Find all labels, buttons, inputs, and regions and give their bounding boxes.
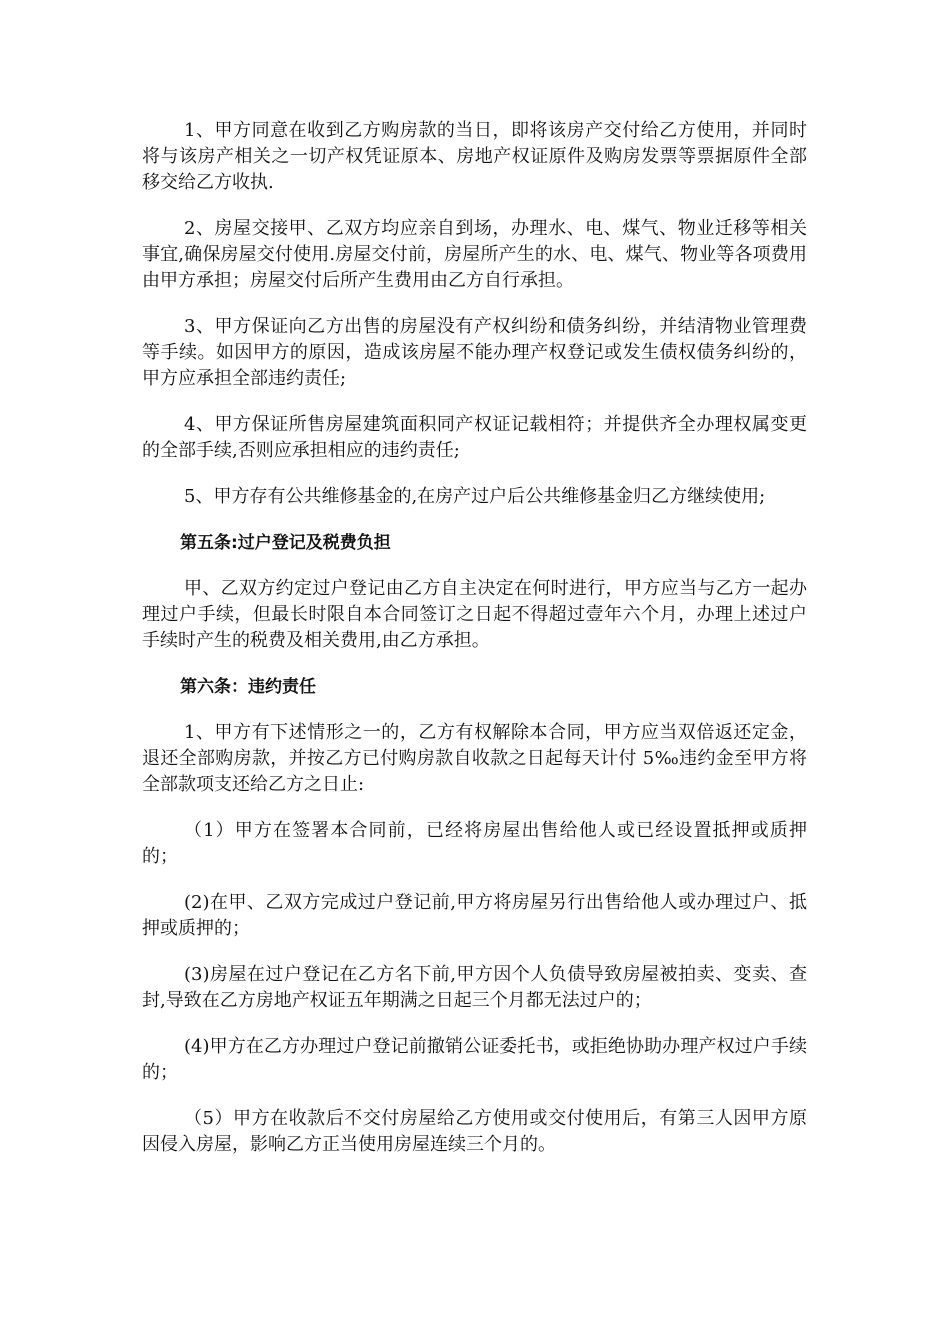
document-page (142, 118, 807, 1158)
article-6-subitem-2: (2)在甲、乙双方完成过户登记前,甲方将房屋另行出售给他人或办理过户、抵押或质押的； (142, 892, 807, 939)
clause-4-item-4: 4、甲方保证所售房屋建筑面积同产权证记载相符；并提供齐全办理权属变更的全部手续,否则应承担相应的违约责任; (142, 414, 807, 461)
clause-4-item-5: 5、甲方存有公共维修基金的,在房产过户后公共维修基金归乙方继续使用; (184, 486, 766, 507)
section-heading-article-6: 第六条：违约责任 (180, 677, 316, 697)
article-6-subitem-4: (4)甲方在乙方办理过户登记前撤销公证委托书，或拒绝协助办理产权过户手续的； (142, 1036, 807, 1083)
clause-4-item-1: 1、甲方同意在收到乙方购房款的当日，即将该房产交付给乙方使用，并同时将与该房产相关之一切产权凭证原本、房地产权证原件及购房发票等票据原件全部移交给乙方收执. (142, 120, 807, 193)
article-5-body: 甲、乙双方约定过户登记由乙方自主决定在何时进行，甲方应当与乙方一起办理过户手续，但最长时限自本合同签订之日起不得超过壹年六个月，办理上述过户手续时产生的税费及相关费用,由乙方承担。 (142, 578, 807, 651)
article-6-subitem-5: （5）甲方在收款后不交付房屋给乙方使用或交付使用后，有第三人因甲方原因侵入房屋，影响乙方正当使用房屋连续三个月的。 (142, 1108, 807, 1155)
article-6-subitem-1: （1）甲方在签署本合同前，已经将房屋出售给他人或已经设置抵押或质押的； (142, 820, 807, 867)
clause-4-item-3: 3、甲方保证向乙方出售的房屋没有产权纠纷和债务纠纷，并结清物业管理费等手续。如因甲方的原因，造成该房屋不能办理产权登记或发生债权债务纠纷的，甲方应承担全部违约责任; (142, 316, 807, 389)
clause-4-item-2: 2、房屋交接甲、乙双方均应亲自到场，办理水、电、煤气、物业迁移等相关事宜,确保房屋交付使用.房屋交付前，房屋所产生的水、电、煤气、物业等各项费用由甲方承担；房屋交付后所产生费用由乙方自行承担。 (142, 218, 807, 291)
article-6-subitem-3: (3)房屋在过户登记在乙方名下前,甲方因个人负债导致房屋被拍卖、变卖、查封,导致在乙方房地产权证五年期满之日起三个月都无法过户的； (142, 964, 807, 1011)
article-6-item-1: 1、甲方有下述情形之一的，乙方有权解除本合同，甲方应当双倍返还定金，退还全部购房款，并按乙方已付购房款自收款之日起每天计付 5‰违约金至甲方将全部款项支还给乙方之日止: (142, 722, 807, 795)
section-heading-article-5: 第五条:过户登记及税费负担 (180, 533, 391, 553)
